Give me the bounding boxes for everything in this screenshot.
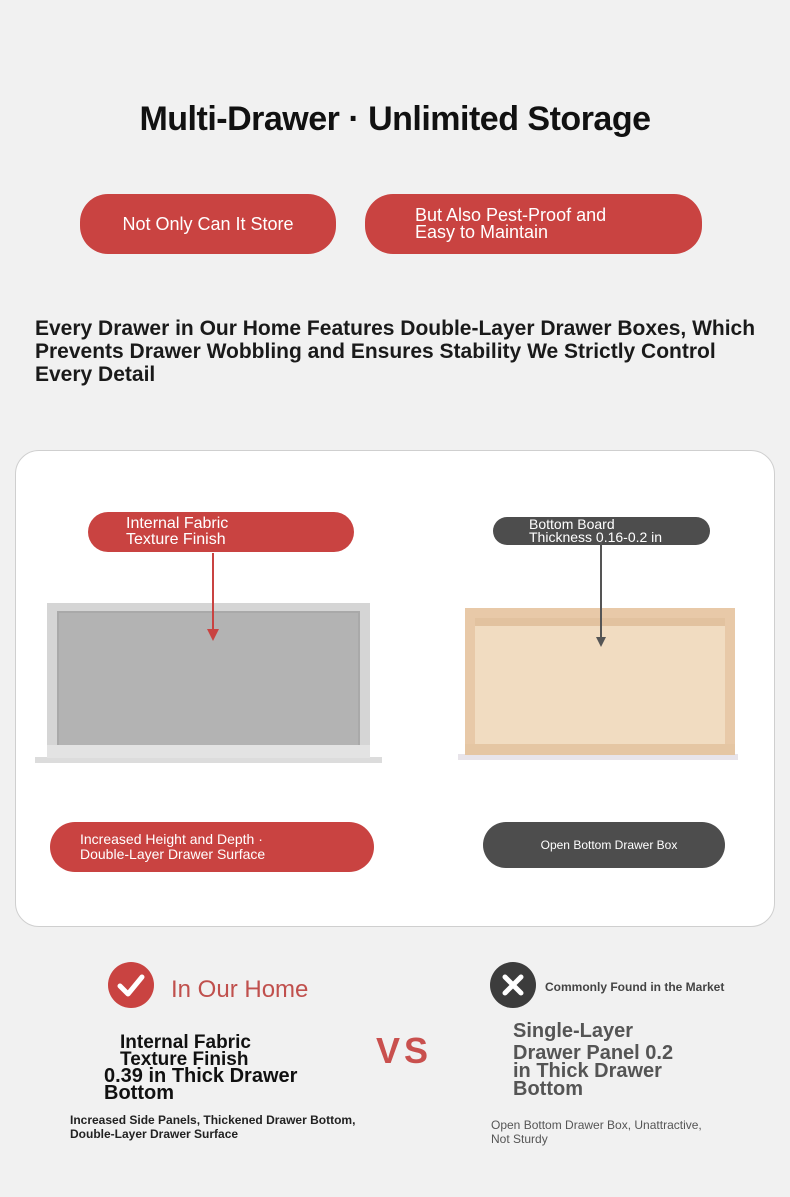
x-icon bbox=[490, 962, 536, 1008]
description-text: Every Drawer in Our Home Features Double-Layer Drawer Boxes, Which Prevents Drawer Wobbling and Ensures Stability We Strictly Control Every Detail bbox=[35, 317, 756, 386]
ours-title: In Our Home bbox=[171, 976, 309, 1003]
market-note-line1: Open Bottom Drawer Box, Unattractive, bbox=[491, 1118, 702, 1132]
ours-features bbox=[104, 1034, 297, 1102]
market-feature-line3: in Thick Drawer bbox=[513, 1060, 662, 1082]
pill-not-only-store bbox=[80, 194, 336, 254]
right-bottom-label bbox=[483, 822, 725, 868]
market-feature-line4: Bottom bbox=[513, 1078, 583, 1100]
ours-note bbox=[70, 1113, 355, 1141]
vs-label: VS bbox=[376, 1030, 433, 1071]
market-features bbox=[513, 1022, 673, 1098]
right-top-label-line1: Bottom Board bbox=[529, 516, 615, 532]
market-title: Commonly Found in the Market bbox=[545, 980, 725, 994]
right-top-label-line2: Thickness 0.16-0.2 in bbox=[529, 529, 663, 545]
market-feature-line1: Single-Layer bbox=[513, 1020, 634, 1042]
ours-feature-line1: Internal Fabric bbox=[120, 1032, 251, 1053]
check-icon bbox=[108, 962, 154, 1008]
left-bottom-label-line2: Double-Layer Drawer Surface bbox=[80, 846, 266, 862]
market-feature-line2: Drawer Panel 0.2 bbox=[513, 1042, 674, 1064]
left-bottom-label bbox=[50, 822, 374, 872]
ours-feature-line4: Bottom bbox=[104, 1082, 174, 1104]
wood-drawer-illustration bbox=[455, 540, 745, 770]
pill-pest-proof-line1: But Also Pest-Proof and bbox=[415, 205, 607, 225]
page-title: Multi-Drawer · Unlimited Storage bbox=[139, 100, 651, 138]
ours-feature-line2: Texture Finish bbox=[120, 1049, 249, 1070]
fabric-drawer-illustration bbox=[30, 545, 390, 770]
left-top-label-line1: Internal Fabric bbox=[126, 515, 229, 532]
market-note bbox=[491, 1118, 702, 1146]
ours-feature-line3: 0.39 in Thick Drawer bbox=[104, 1065, 298, 1087]
ours-note-line1: Increased Side Panels, Thickened Drawer Bottom, bbox=[70, 1113, 356, 1127]
left-bottom-label-line1: Increased Height and Depth · bbox=[80, 831, 263, 847]
pill-not-only-store-label: Not Only Can It Store bbox=[122, 213, 294, 234]
ours-note-line2: Double-Layer Drawer Surface bbox=[70, 1127, 239, 1141]
pill-pest-proof bbox=[365, 194, 702, 254]
pill-pest-proof-line2: Easy to Maintain bbox=[415, 222, 549, 242]
right-bottom-label-text: Open Bottom Drawer Box bbox=[540, 838, 678, 852]
left-top-label-line2: Texture Finish bbox=[126, 531, 226, 548]
market-note-line2: Not Sturdy bbox=[491, 1132, 548, 1146]
